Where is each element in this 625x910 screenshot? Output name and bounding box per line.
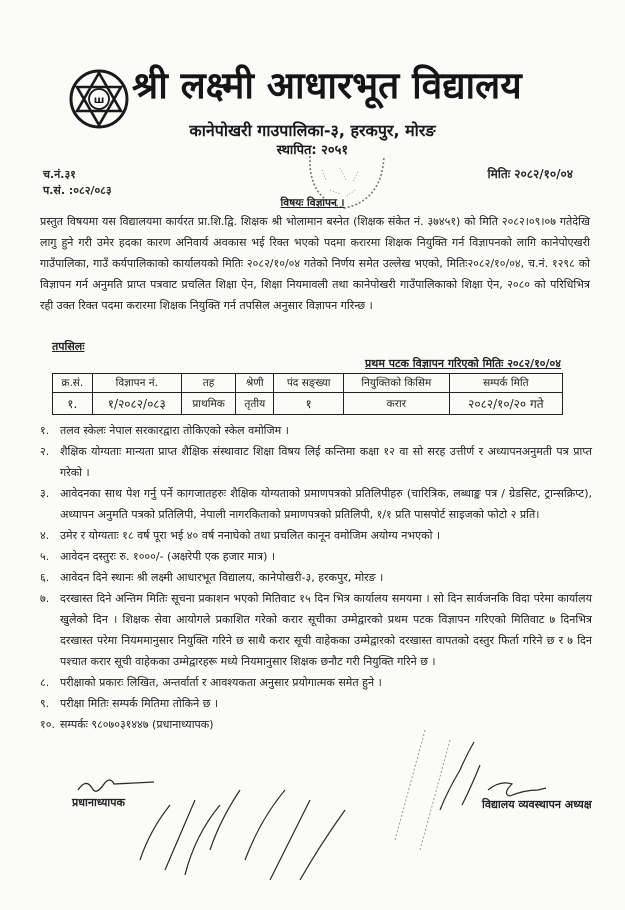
col-level: तह — [181, 374, 235, 393]
col-grade: श्रेणी — [236, 374, 274, 393]
head-teacher-signature-label: प्रधानाध्यापक — [72, 796, 125, 809]
cell-sn: १. — [53, 393, 93, 415]
cell-ad-no: १/२०८२/०८३ — [92, 393, 181, 415]
dispatch-number: च.नं.३१ — [43, 168, 76, 181]
vacancy-table — [52, 373, 563, 415]
table-row — [53, 393, 563, 415]
subject-text: विषयः विज्ञापन । — [280, 197, 345, 209]
municipality-stamp-icon — [395, 730, 450, 850]
list-item: ७. दरखास्त दिने अन्तिम मितिः सूचना प्रकाशन भएको मितिवाट १५ दिन भित्र कार्यालय समयमा । सो दिन सार्वजनकि विदा परेमा कार्यालय खुलेको दिन । शिक्षक सेवा आयोगले प्रकाशित गरेको करार सूचीका उम्मेद्वारको प्रथम पटक विज्ञापन गरिएको मितिवाट ७ दिनभित्र दरखास्त परेमा नियममानुसार नियुक्ति गरिने छ साथै करार सूची वाहेकका उम्मेद्वारको दरखास्त वापतको दस्तुर फिर्ता गरिने छ र ७ दिन पश्चात करार सूची वाहेकका उम्मेद्वारहरू मध्ये नियमानुसार शिक्षक छनौट गरी नियुक्ति गरिने छ । — [40, 592, 592, 668]
details-heading: तपसिलः — [52, 340, 85, 353]
list-item: ६. आवेदन दिने स्थानः श्री लक्ष्मी आधारभूत विद्यालय, कानेपोखरी-३, हरकपुर, मोरङ । — [40, 571, 384, 584]
conditions-list — [40, 420, 592, 735]
list-item: २. शैक्षिक योग्यताः मान्यता प्राप्त शैक्षिक संस्थावाट शिक्षा विषय लिई कन्तिमा कक्षा १२ वा सो सरह उत्तीर्ण र अध्यापनअनुमती पत्र प्राप्त गरेको । — [40, 445, 592, 479]
table-header-row — [53, 374, 563, 393]
list-item: ८. परीक्षाको प्रकारः लिखित, अन्तर्वार्ता र आवश्यकता अनुसार प्रयोगात्मक समेत हुने । — [40, 676, 382, 689]
list-item: ३. आवेदनका साथ पेश गर्नु पर्ने कागजातहरुः शैक्षिक योग्यताको प्रमाणपत्रको प्रतिलिपीहरु (चारित्रिक, लब्धाङ्क पत्र / ग्रेडसिट, ट्रान्सक्रिप्ट), अध्यापन अनुमति पत्रको प्रतिलिपी, नेपाली नागरकिताको प्रमाणपत्रको प्रतिलिपी, १/१ प्रति पासपोर्ट साइजको फोटो २ प्रति। — [40, 487, 592, 521]
list-item: ५. आवेदन दस्तुरः रु. १०००/- (अक्षरेपी एक हजार मात्र) । — [40, 550, 276, 563]
col-post-count: पंद सङ्ख्या — [274, 374, 344, 393]
established-year: स्थापित: २०५१ — [276, 143, 349, 158]
cell-grade: तृतीय — [236, 393, 274, 415]
list-item: १०. सम्पर्कः ९८०७०३१४४७ (प्रधानाध्यापक) — [40, 718, 214, 731]
reference-block — [43, 167, 112, 199]
col-sn: क्र.सं. — [53, 374, 93, 393]
list-item: १. तलव स्केलः नेपाल सरकारद्वारा तोकिएको स्केल वमोजिम । — [40, 424, 289, 437]
col-contact-date: सम्पर्क मिति — [449, 374, 562, 393]
intro-paragraph: प्रस्तुत विषयमा यस विद्यालयमा कार्यरत प्रा.शि.द्वि. शिक्षक श्री भोलामान बस्नेत (शिक्षक संकेत नं. ३७४५१) को मिति २०८२।०९।०७ गतेदेखि लागु हुने गरी उमेर हदका कारण अनिवार्य अवकास भई रिक्त भएको पदमा करारमा शिक्षक नियुक्ति गर्न विज्ञापनको लागि कानेपोएखरी गाउँपालिका, गाउँ कर्यपालिकाको कार्यालयको मितिः २०८२/१०/०४ गतेको निर्णय समेत उल्लेख भएको, मितिः२०८२/१०/०४, च.नं. १२९८ को विज्ञापन गर्न अनुमति प्राप्त पत्रवाट प्रचलित शिक्षा ऐन, शिक्षा नियमावली तथा कानेपोखरी गाउँपालिकाको शिक्षा ऐन, २०८० को परिधिभित्र रही उक्त रिक्त पदमा करारमा शिक्षक नियुक्ति गर्न तपसिल अनुसार विज्ञापन गरिन्छ । — [40, 215, 590, 312]
svg-text:ш: ш — [93, 95, 105, 106]
col-ad-no: विज्ञापन नं. — [92, 374, 181, 393]
chair-signature-label: विद्यालय व्यवस्थापन अध्यक्ष — [482, 798, 592, 811]
head-teacher-signature-icon — [78, 780, 154, 791]
school-address: कानेपोखरी गाउपालिका-३, हरकपुर, मोरङ — [189, 121, 436, 140]
list-item: ४. उमेर र योग्यताः १८ वर्ष पूरा भई ४० वर्ष ननाघेको तथा प्रचलित कानून वमोजिम अयोग्य नभएको । — [40, 529, 441, 542]
fiscal-year: प.सं. :०८२/०८३ — [43, 184, 112, 197]
cell-contact-date: २०८२/१०/२० गते — [449, 393, 562, 415]
first-ad-date: प्रथम पटक विज्ञापन गरिएको मितिः २०८२/१०/०४ — [365, 357, 561, 370]
list-item: ९. परीक्षा मितिः सम्पर्क मितिमा तोकिने छ । — [40, 697, 219, 710]
letter-date: मितिः २०८२/१०/०४ — [487, 167, 573, 181]
col-appointment-type: नियुक्तिको किसिम — [343, 374, 449, 393]
subject-line — [0, 196, 625, 210]
cell-appointment-type: करार — [343, 393, 449, 415]
handwritten-note-icon — [140, 790, 345, 880]
school-name: श्री लक्ष्मी आधारभूत विद्यालय — [132, 64, 522, 107]
cell-level: प्राथमिक — [181, 393, 235, 415]
cell-post-count: १ — [274, 393, 344, 415]
